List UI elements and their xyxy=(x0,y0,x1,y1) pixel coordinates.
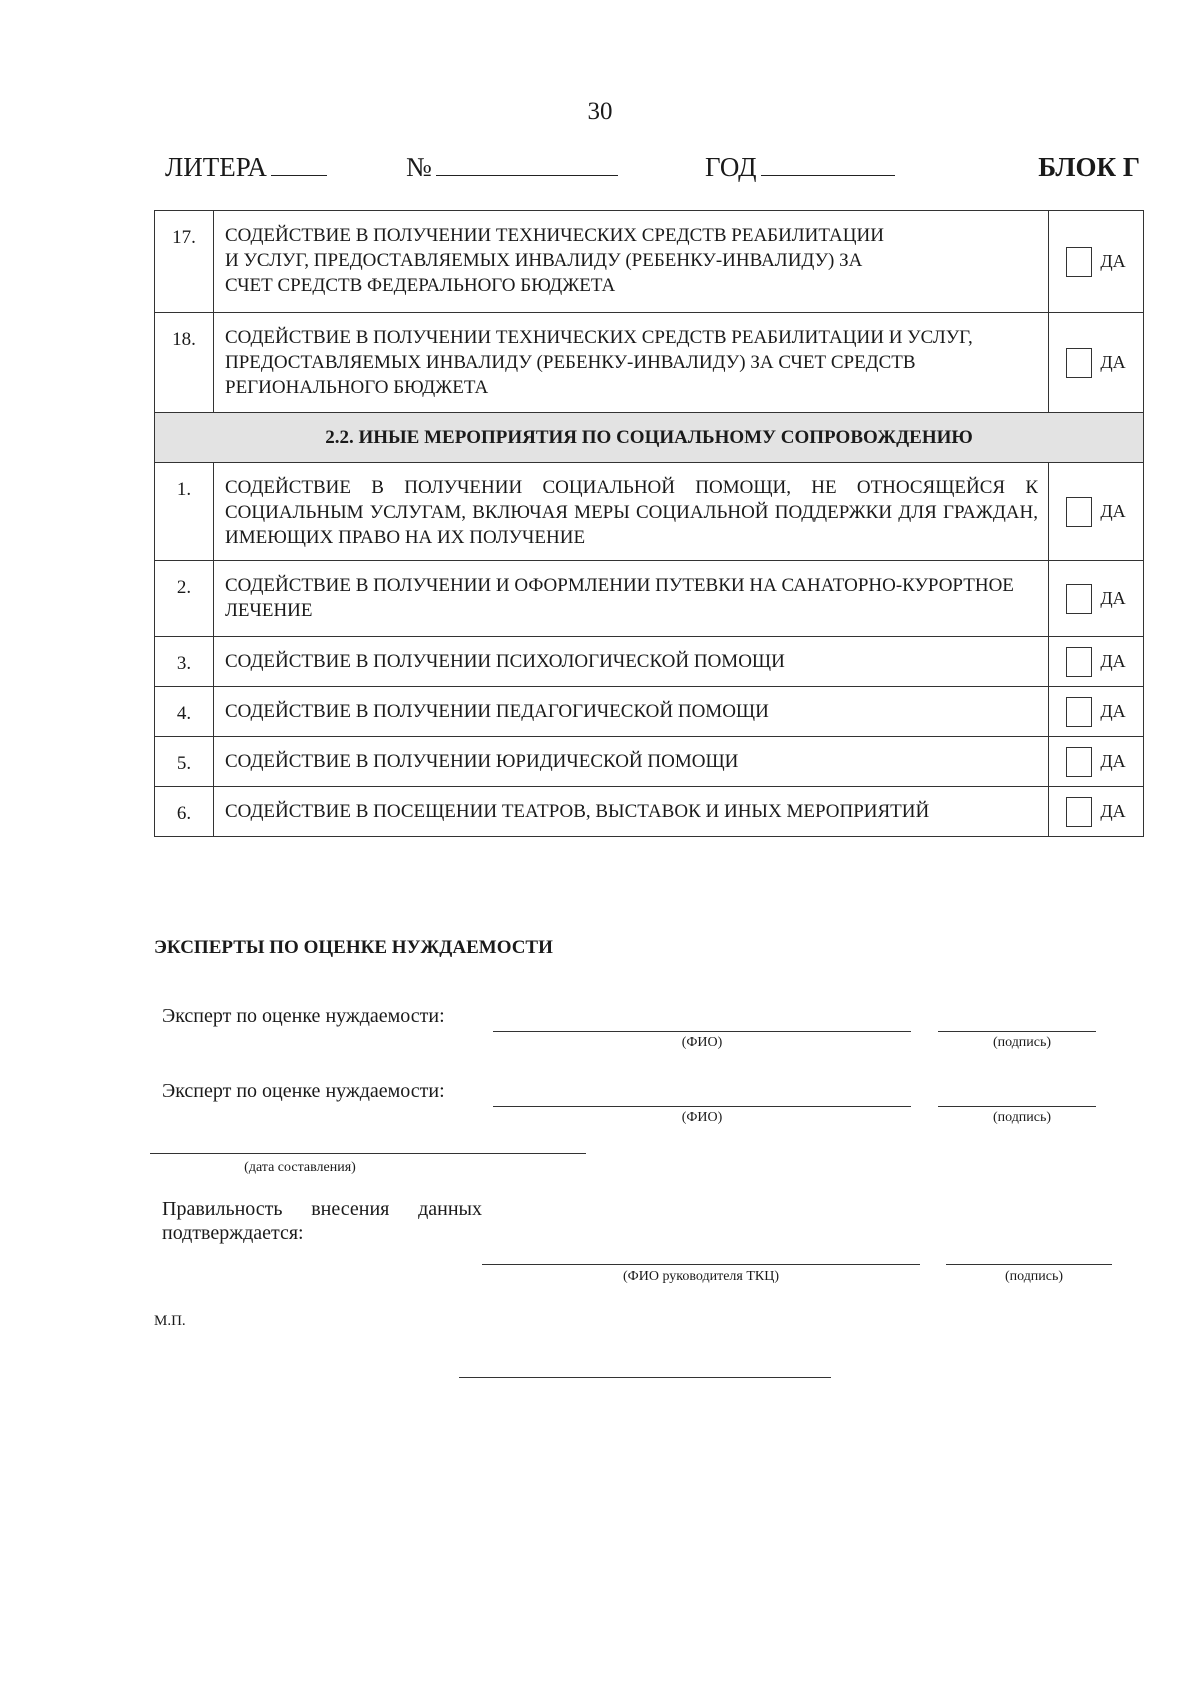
head-fio-line[interactable] xyxy=(482,1264,920,1265)
checkbox[interactable] xyxy=(1066,348,1092,378)
checkbox[interactable] xyxy=(1066,647,1092,677)
expert2-fio-line[interactable] xyxy=(493,1106,911,1107)
table-row xyxy=(155,637,1144,687)
expert2-label: Эксперт по оценке нуждаемости: xyxy=(162,1080,445,1102)
checkbox-label: ДА xyxy=(1100,751,1126,771)
stamp-line[interactable] xyxy=(459,1377,831,1378)
table-row xyxy=(155,313,1144,413)
head-signature-caption: (подпись) xyxy=(1004,1269,1064,1284)
stamp-label: М.П. xyxy=(154,1313,186,1329)
checkbox-label: ДА xyxy=(1100,251,1126,271)
row-checkbox-cell xyxy=(1049,737,1144,787)
row-checkbox-cell xyxy=(1049,687,1144,737)
row-text: СОДЕЙСТВИЕ В ПОЛУЧЕНИИ ТЕХНИЧЕСКИХ СРЕДСТВ РЕАБИЛИТАЦИИ И УСЛУГ, ПРЕДОСТАВЛЯЕМЫХ ИНВАЛИДУ (РЕБЕНКУ-ИНВАЛИДУ) ЗА СЧЕТ СРЕДСТВ РЕГИОНАЛЬНОГО БЮДЖЕТА xyxy=(214,313,1049,413)
checkbox[interactable] xyxy=(1066,247,1092,277)
number-blank[interactable] xyxy=(436,175,618,176)
row-number: 4. xyxy=(155,687,214,737)
row-text: СОДЕЙСТВИЕ В ПОЛУЧЕНИИ ПСИХОЛОГИЧЕСКОЙ ПОМОЩИ xyxy=(214,637,1049,687)
confirmation-text-line2: подтверждается: xyxy=(162,1222,304,1244)
number-label: № xyxy=(406,152,432,182)
year-blank[interactable] xyxy=(761,175,895,176)
head-fio-caption: (ФИО руководителя ТКЦ) xyxy=(623,1269,779,1284)
checkbox-label: ДА xyxy=(1100,701,1126,721)
row-number: 2. xyxy=(155,561,214,637)
litera-field xyxy=(165,150,327,184)
number-field xyxy=(406,150,618,184)
year-field xyxy=(705,150,895,184)
expert2-signature-line[interactable] xyxy=(938,1106,1096,1107)
row-checkbox-cell xyxy=(1049,787,1144,837)
checkbox-label: ДА xyxy=(1100,651,1126,671)
page-number: 30 xyxy=(587,98,613,125)
litera-label: ЛИТЕРА xyxy=(165,152,267,182)
row-text: СОДЕЙСТВИЕ В ПОЛУЧЕНИИ И ОФОРМЛЕНИИ ПУТЕВКИ НА САНАТОРНО-КУРОРТНОЕ ЛЕЧЕНИЕ xyxy=(214,561,1049,637)
date-caption: (дата составления) xyxy=(244,1160,356,1175)
checkbox[interactable] xyxy=(1066,797,1092,827)
row-checkbox-cell xyxy=(1049,313,1144,413)
section-title: 2.2. ИНЫЕ МЕРОПРИЯТИЯ ПО СОЦИАЛЬНОМУ СОПРОВОЖДЕНИЮ xyxy=(155,413,1144,463)
row-number: 6. xyxy=(155,787,214,837)
measures-table xyxy=(154,210,1144,837)
confirmation-text-line1: Правильность внесения данных xyxy=(162,1198,482,1220)
fio-caption: (ФИО) xyxy=(681,1035,723,1050)
row-checkbox-cell xyxy=(1049,211,1144,313)
table-row xyxy=(155,561,1144,637)
row-checkbox-cell xyxy=(1049,561,1144,637)
litera-blank[interactable] xyxy=(271,175,327,176)
checkbox-label: ДА xyxy=(1100,801,1126,821)
date-line[interactable] xyxy=(150,1153,586,1154)
checkbox-label: ДА xyxy=(1100,501,1126,521)
experts-title: ЭКСПЕРТЫ ПО ОЦЕНКЕ НУЖДАЕМОСТИ xyxy=(154,937,553,958)
expert1-label: Эксперт по оценке нуждаемости: xyxy=(162,1005,445,1027)
fio-caption: (ФИО) xyxy=(681,1110,723,1125)
row-number: 18. xyxy=(155,313,214,413)
row-text: СОДЕЙСТВИЕ В ПОЛУЧЕНИИ ТЕХНИЧЕСКИХ СРЕДСТВ РЕАБИЛИТАЦИИ И УСЛУГ, ПРЕДОСТАВЛЯЕМЫХ ИНВАЛИДУ (РЕБЕНКУ-ИНВАЛИДУ) ЗА СЧЕТ СРЕДСТВ ФЕДЕРАЛЬНОГО БЮДЖЕТА xyxy=(214,211,1049,313)
head-signature-line[interactable] xyxy=(946,1264,1112,1265)
table-row xyxy=(155,463,1144,561)
table-row xyxy=(155,211,1144,313)
expert1-signature-line[interactable] xyxy=(938,1031,1096,1032)
row-text: СОДЕЙСТВИЕ В ПОЛУЧЕНИИ СОЦИАЛЬНОЙ ПОМОЩИ, НЕ ОТНОСЯЩЕЙСЯ К СОЦИАЛЬНЫМ УСЛУГАМ, ВКЛЮЧАЯ МЕРЫ СОЦИАЛЬНОЙ ПОДДЕРЖКИ ДЛЯ ГРАЖДАН, ИМЕЮЩИХ ПРАВО НА ИХ ПОЛУЧЕНИЕ xyxy=(214,463,1049,561)
checkbox[interactable] xyxy=(1066,584,1092,614)
row-text: СОДЕЙСТВИЕ В ПОЛУЧЕНИИ ПЕДАГОГИЧЕСКОЙ ПОМОЩИ xyxy=(214,687,1049,737)
checkbox[interactable] xyxy=(1066,497,1092,527)
checkbox[interactable] xyxy=(1066,697,1092,727)
table-row xyxy=(155,737,1144,787)
row-text: СОДЕЙСТВИЕ В ПОЛУЧЕНИИ ЮРИДИЧЕСКОЙ ПОМОЩИ xyxy=(214,737,1049,787)
year-label: ГОД xyxy=(705,152,757,182)
signature-caption: (подпись) xyxy=(992,1110,1052,1125)
row-number: 1. xyxy=(155,463,214,561)
checkbox-label: ДА xyxy=(1100,352,1126,372)
checkbox[interactable] xyxy=(1066,747,1092,777)
row-checkbox-cell xyxy=(1049,637,1144,687)
row-number: 3. xyxy=(155,637,214,687)
signature-caption: (подпись) xyxy=(992,1035,1052,1050)
table-row xyxy=(155,687,1144,737)
checkbox-label: ДА xyxy=(1100,588,1126,608)
expert1-fio-line[interactable] xyxy=(493,1031,911,1032)
row-checkbox-cell xyxy=(1049,463,1144,561)
section-row xyxy=(155,413,1144,463)
row-number: 17. xyxy=(155,211,214,313)
block-label: БЛОК Г xyxy=(1038,152,1140,182)
table-row xyxy=(155,787,1144,837)
row-text: СОДЕЙСТВИЕ В ПОСЕЩЕНИИ ТЕАТРОВ, ВЫСТАВОК И ИНЫХ МЕРОПРИЯТИЙ xyxy=(214,787,1049,837)
row-number: 5. xyxy=(155,737,214,787)
